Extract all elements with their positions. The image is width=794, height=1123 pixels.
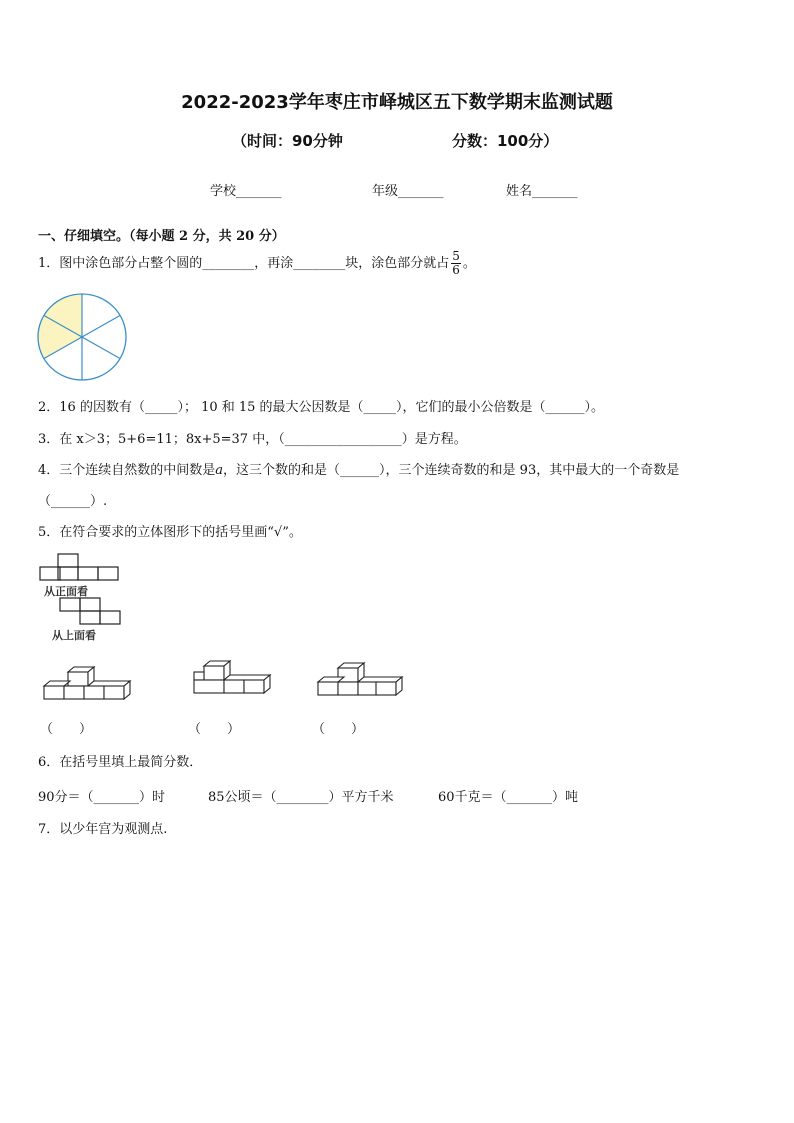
- conversion-item-2: 85公顷＝（________）平方千米: [208, 790, 394, 805]
- total-score: 分数：100分）: [452, 132, 559, 150]
- top-view-label: 从上面看: [52, 629, 96, 642]
- answer-bracket-2[interactable]: （ ）: [188, 722, 241, 737]
- question-1-end: 。: [462, 256, 476, 271]
- page-title: 2022-2023学年枣庄市峄城区五下数学期末监测试题: [181, 92, 613, 113]
- question-4: [38, 459, 679, 478]
- top-view-figure: [58, 596, 124, 626]
- solid-figure-option-3: [314, 660, 406, 698]
- conversion-item-1: 90分＝（_______）时: [38, 790, 166, 805]
- time-limit: （时间：90分钟: [232, 132, 343, 150]
- front-view-label: 从正面看: [44, 585, 88, 598]
- question-2: 2．16 的因数有（_____）； 10 和 15 的最大公因数是（_____），它们的最小公倍数是（______）。: [38, 400, 605, 415]
- question-6: 6．在括号里填上最简分数．: [38, 755, 203, 770]
- question-4-text-a: 4．三个连续自然数的中间数是: [38, 463, 216, 478]
- variable-a: a: [215, 463, 224, 478]
- fraction-denominator: 6: [452, 263, 460, 277]
- circle-figure: [36, 292, 130, 382]
- question-5: 5．在符合要求的立体图形下的括号里画“√”。: [38, 525, 302, 540]
- question-7: 7．以少年宫为观测点.: [38, 822, 168, 837]
- solid-figure-option-2: [190, 658, 276, 696]
- answer-bracket-3[interactable]: （ ）: [312, 722, 365, 737]
- fraction-numerator: 5: [452, 249, 460, 263]
- section-heading: 一、仔细填空。（每小题 2 分，共 20 分）: [38, 229, 285, 244]
- conversion-item-3: 60千克＝（_______）吨: [438, 790, 579, 805]
- name-field: 姓名_______: [506, 184, 578, 199]
- front-view-figure: [38, 552, 122, 582]
- question-3: 3．在 x＞3；5+6=11；8x+5=37 中，（__________________）是方程。: [38, 432, 467, 447]
- school-field: 学校_______: [210, 184, 282, 199]
- question-1-text: 1．图中涂色部分占整个圆的________，再涂________块，涂色部分就占: [38, 256, 450, 271]
- question-4-line2: （______）.: [38, 494, 108, 509]
- fraction: [451, 250, 461, 277]
- solid-figure-option-1: [40, 664, 136, 702]
- grade-field: 年级_______: [372, 184, 444, 199]
- answer-bracket-1[interactable]: （ ）: [40, 722, 93, 737]
- question-1: [38, 250, 476, 277]
- question-4-text-b: ，这三个数的和是（______），三个连续奇数的和是 93，其中最大的一个奇数是: [223, 463, 680, 478]
